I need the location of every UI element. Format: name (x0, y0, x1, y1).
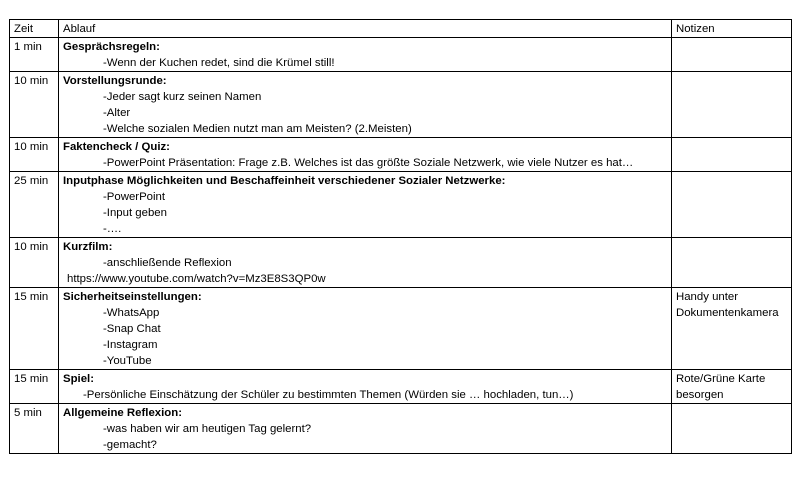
flow-line: -Wenn der Kuchen redet, sind die Krümel still! (103, 57, 335, 69)
table-row (10, 38, 792, 72)
header-time: Zeit (10, 20, 59, 38)
row-flow (59, 172, 672, 238)
flow-line: https://www.youtube.com/watch?v=Mz3E8S3QP0w (67, 273, 326, 285)
row-notes: Handy unter Dokumentenkamera (672, 288, 792, 370)
header-notes: Notizen (672, 20, 792, 38)
flow-line: -was haben wir am heutigen Tag gelernt? (103, 423, 312, 435)
row-notes (672, 238, 792, 288)
flow-line: -YouTube (103, 355, 152, 367)
row-time: 15 min (10, 370, 59, 404)
table-row (10, 138, 792, 172)
section-title: Vorstellungsrunde: (63, 75, 167, 87)
flow-line: -anschließende Reflexion (103, 257, 232, 269)
row-flow (59, 72, 672, 138)
table-row (10, 404, 792, 454)
flow-line: -Instagram (103, 339, 158, 351)
flow-line: -Persönliche Einschätzung der Schüler zu bestimmten Themen (Würden sie … hochladen, tun…) (83, 389, 574, 401)
row-time: 1 min (10, 38, 59, 72)
row-flow (59, 404, 672, 454)
row-flow (59, 288, 672, 370)
section-title: Faktencheck / Quiz: (63, 141, 170, 153)
table-body (10, 38, 792, 454)
row-notes (672, 72, 792, 138)
flow-line: -PowerPoint Präsentation: Frage z.B. Welches ist das größte Soziale Netzwerk, wie viele Nutzer es hat… (103, 157, 634, 169)
row-notes (672, 138, 792, 172)
row-time: 5 min (10, 404, 59, 454)
section-title: Inputphase Möglichkeiten und Beschaffeinheit verschiedener Sozialer Netzwerke: (63, 175, 506, 187)
row-flow (59, 370, 672, 404)
flow-line: -Jeder sagt kurz seinen Namen (103, 91, 262, 103)
row-time: 25 min (10, 172, 59, 238)
section-title: Kurzfilm: (63, 241, 113, 253)
row-time: 10 min (10, 72, 59, 138)
section-title: Sicherheitseinstellungen: (63, 291, 202, 303)
row-flow (59, 238, 672, 288)
row-time: 10 min (10, 238, 59, 288)
flow-line: -Welche sozialen Medien nutzt man am Meisten? (2.Meisten) (103, 123, 412, 135)
row-notes (672, 38, 792, 72)
table-row (10, 370, 792, 404)
flow-line: -gemacht? (103, 439, 157, 451)
table-row (10, 172, 792, 238)
row-time: 10 min (10, 138, 59, 172)
flow-line: -…. (103, 223, 122, 235)
section-title: Gesprächsregeln: (63, 41, 160, 53)
section-title: Allgemeine Reflexion: (63, 407, 182, 419)
row-flow (59, 138, 672, 172)
section-title: Spiel: (63, 373, 95, 385)
flow-line: -WhatsApp (103, 307, 160, 319)
flow-line: -Input geben (103, 207, 167, 219)
header-flow: Ablauf (59, 20, 672, 38)
table-row (10, 288, 792, 370)
flow-line: -Alter (103, 107, 131, 119)
flow-line: -PowerPoint (103, 191, 166, 203)
row-notes: Rote/Grüne Karte besorgen (672, 370, 792, 404)
table-header-row (10, 20, 792, 38)
table-row (10, 72, 792, 138)
row-time: 15 min (10, 288, 59, 370)
row-notes (672, 172, 792, 238)
row-notes (672, 404, 792, 454)
lesson-plan-table (9, 19, 792, 454)
flow-line: -Snap Chat (103, 323, 161, 335)
row-flow (59, 38, 672, 72)
table-row (10, 238, 792, 288)
